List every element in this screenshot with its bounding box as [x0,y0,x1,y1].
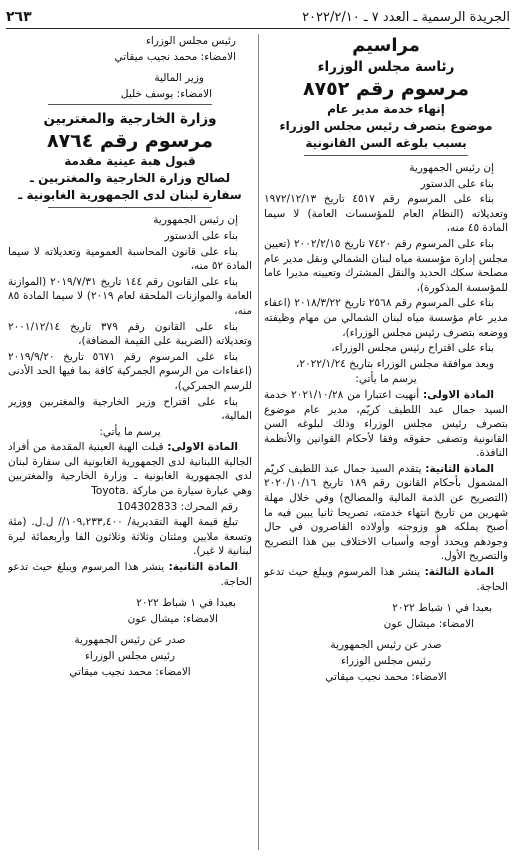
title-rule [304,155,468,156]
d2-preamble-president: إن رئيس الجمهورية [153,214,238,227]
decree2-subject-3: سفارة لبنان لدى الجمهورية الغابونية ـ [18,188,242,203]
decree-subject-3: بسبب بلوغه السن القانونية [305,136,467,150]
signing-date: بعبدا في ١ شباط ٢٠٢٢ [392,602,492,615]
authority-title: رئاسة مجلس الوزراء [317,59,455,75]
d2-article-2-text: ينشر هذا المرسوم ويبلغ حيث تدعو الحاجة. [8,561,252,588]
car-brand: Toyota. [91,485,129,498]
article-3 [264,565,508,594]
decree2-subject-2: لصالح وزارة الخارجية والمغتربين ـ [29,171,231,186]
value-label: تبلغ قيمة الهبة التقديرية/ [127,516,238,529]
article-1 [264,388,508,461]
d2-issued-by: صدر عن رئيس الجمهورية [74,634,186,647]
d2-decrees-line: يرسم ما يأتي: [99,425,161,438]
article-1-text: أنهيت اعتبارا من ٢٠٢١/١٠/٢٨ خدمة السيد جمال عبد اللطيف كريّم، مدير عام موضوع بتصرف رئيس مجلس الوزراء وذلك لبلوغه السن القانونية وتصفى حقوقه وفقا لأحكام القوانين والأنظمة النافذة. [264,388,508,460]
d2-preamble-2: بناء على القانون رقم ١٤٤ تاريخ ٢٠١٩/٧/٣١ (الموازنة العامة والموازنات الملحقة لعام ٢٠١٩) لا سيما المادة ٨٥ منه، [8,275,252,317]
d2-preamble-4: بناء على المرسوم رقم ٥٦٧١ تاريخ ٢٠١٩/٩/٢٠ (اعفاءات من الرسوم الجمركية كافة بما فيها الحد الأدنى للرسم الجمركي)، [8,350,252,392]
engine-label: رقم المحرك: [180,500,238,513]
article-3-label: المادة الثالثة: [424,566,494,579]
d2-article-2-label: المادة الثانية: [168,561,238,574]
preamble-1: بناء على المرسوم رقم ٤٥١٧ تاريخ ١٩٧٢/١٢/١٣ وتعديلاته (النظام العام للمؤسسات العامة) لا سيما المادة ٤٥ منه، [264,193,508,235]
decree-subject-1: إنهاء خدمة مدير عام [327,102,445,116]
preamble-3: بناء على المرسوم رقم ٢٥٦٨ تاريخ ٢٠١٨/٣/٢٢ (اعفاء مدير عام مؤسسة مياه لبنان الشمالي من مهام وظيفته ووضعه بتصرف رئيس مجلس الوزراء)، [264,297,508,339]
ministry-title: وزارة الخارجية والمغتربين [43,111,217,128]
article-2-label: المادة الثانية: [425,462,494,475]
section-rule [48,104,212,105]
decree2-subject-1: قبول هبة عينية مقدمة [64,154,196,169]
signature-pm-top: الامضاء: محمد نجيب ميقاتي [114,50,236,63]
d2-preamble-1: بناء على قانون المحاسبة العمومية وتعديلاته لا سيما المادة ٥٢ منه، [8,245,252,273]
d2-preamble-constitution: بناء على الدستور [164,229,238,242]
article-3-text: ينشر هذا المرسوم ويبلغ حيث تدعو الحاجة. [264,566,508,593]
d2-signing-date: بعبدا في ١ شباط ٢٠٢٢ [136,597,236,610]
decree-subject-2: موضوع بتصرف رئيس مجلس الوزراء [279,119,493,133]
page-number: ٢٦٣ [6,9,32,25]
signature-finance: الامضاء: يوسف خليل [120,87,212,100]
d2-preamble-3: بناء على القانون رقم ٣٧٩ تاريخ ٢٠٠١/١٢/١٤ وتعديلاته (الضريبة على القيمة المضافة)، [8,320,252,348]
d2-pm-title: رئيس مجلس الوزراء [84,650,176,662]
d2-article-2 [8,560,252,589]
preamble-2: بناء على المرسوم رقم ٧٤٢٠ تاريخ ٢٠٠٢/٢/١٥ (تعيين مجلس إدارة مؤسسة مياه لبنان الشمالي ونقل مدير عام مصلحة سكك الحديد والنقل المشترك وتعيينه مديرا عاما للمؤسسة المذكورة)، [264,237,508,294]
decrees-line: يرسم ما يأتي: [355,373,417,386]
d2-signature-president: الامضاء: ميشال عون [127,612,218,625]
value-text: ل.ل. (مئة وتسعة ملايين ومئتان وثلاثة وثلاثون الفا وأربعمائة ليرة لبنانية لا غير). [8,516,252,558]
pm-title-top: رئيس مجلس الوزراء [145,35,236,47]
left-column [8,34,252,852]
title-rule-2 [48,207,212,208]
finance-minister-title: وزير المالية [154,72,204,85]
page-header [6,6,510,29]
d2-article-1-text: قبلت الهبة العينية المقدمة من أفراد الجالية اللبنانية لدى الجمهورية الغابونية الى سفارة لبنان لدى الجمهورية الغابونية ـ وزارة الخارجية والمغتربين وهي عبارة سيارة من ماركة [8,441,252,498]
decree-number: مرسوم رقم ٨٧٥٢ [302,78,469,100]
preamble-constitution: بناء على الدستور [420,177,494,190]
signature-president: الامضاء: ميشال عون [383,617,474,630]
section-title: مراسيم [352,35,420,56]
article-2-text: يتقدم السيد جمال عبد اللطيف كريّم المشمول بأحكام القانون رقم ١٨٩ تاريخ ٢٠٢٠/١٠/١٦ (التصريح عن الذمة المالية والمصالح) وفي خلال مهلة شهرين من تاريخ انتهاء خدمته، تصريحا ثانيا يبين فيه ما أصبح يملكه هو وزوجته وأولاده القاصرون في حال وجودهم ويحدد أوجه وأسباب الاختلاف بين هذا التصريح والتصريح الأول. [264,462,508,563]
donation-value [8,515,252,559]
preamble-president: إن رئيس الجمهورية [409,162,494,174]
d2-signature-pm: الامضاء: محمد نجيب ميقاتي [69,665,191,678]
issued-by: صدر عن رئيس الجمهورية [330,639,442,652]
d2-preamble-5: بناء على اقتراح وزير الخارجية والمغتربين ووزير المالية، [8,395,252,423]
article-2 [264,462,508,564]
value-amount: ١٠٩,٢٣٣,٤٠٠// [58,516,123,529]
article-1-label: المادة الاولى: [423,388,495,401]
right-column [264,34,508,852]
header-title: الجريدة الرسمية ـ العدد ٧ ـ ٢٠٢٢/٢/١٠ [302,9,510,25]
signature-pm: الامضاء: محمد نجيب ميقاتي [325,670,447,683]
decree-number-2: مرسوم رقم ٨٧٦٤ [46,130,213,153]
engine-number-line [8,500,252,515]
d2-article-1 [8,440,252,498]
pm-title: رئيس مجلس الوزراء [340,655,432,667]
d2-article-1-label: المادة الاولى: [167,441,239,454]
column-divider [258,34,259,850]
preamble-5: وبعد موافقة مجلس الوزراء بتاريخ ٢٠٢٢/١/٢٤، [296,357,494,370]
preamble-4: بناء على اقتراح رئيس مجلس الوزراء، [331,342,494,355]
engine-number: 104302833 [117,500,178,513]
